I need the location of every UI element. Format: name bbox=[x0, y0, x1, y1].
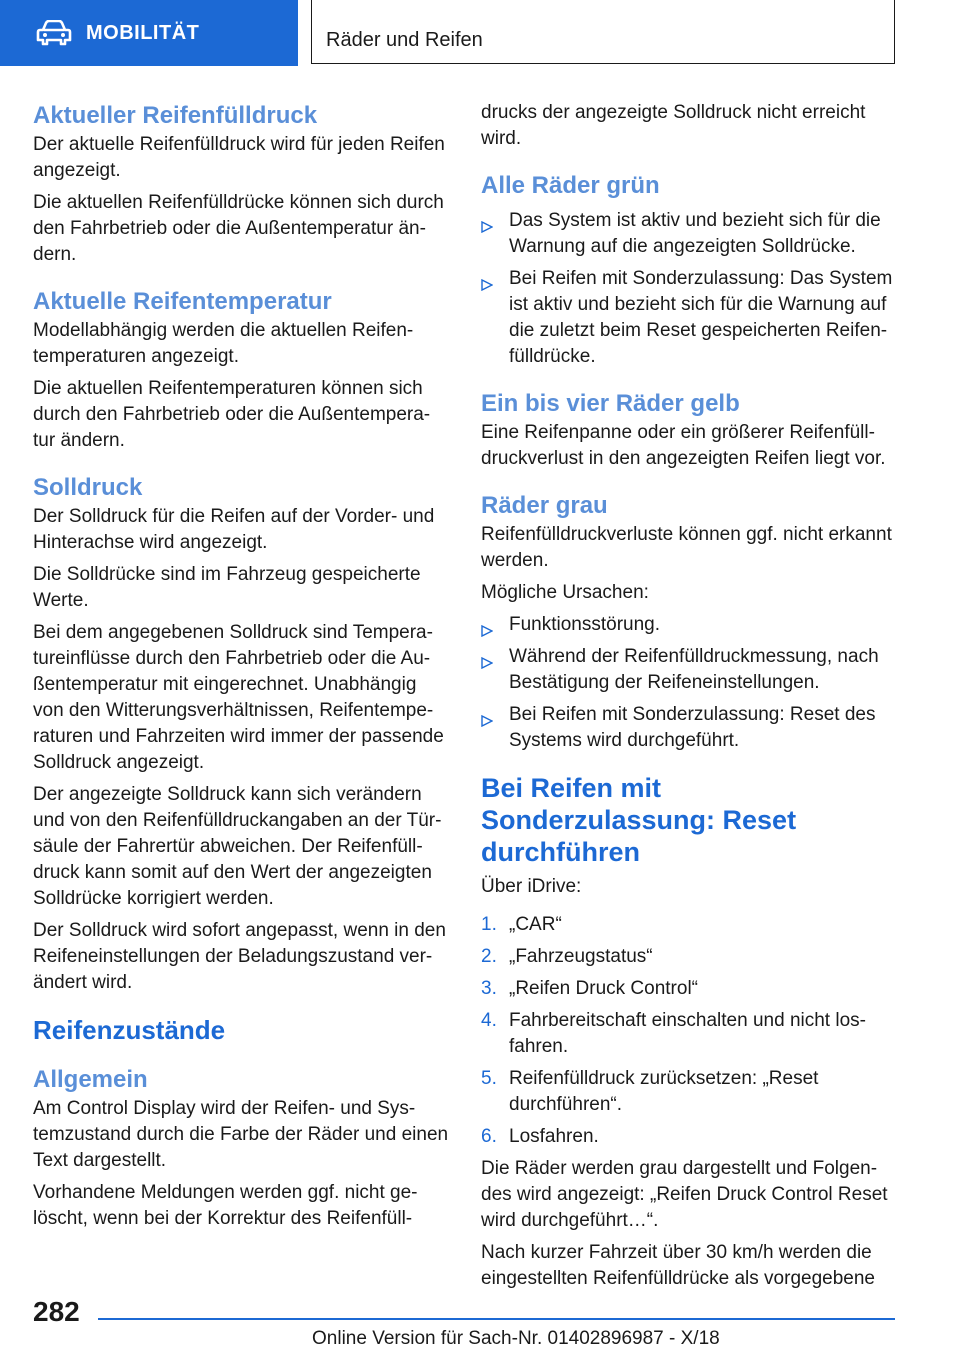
paragraph: drucks der angezeigte Solldruck nicht erreicht wird. bbox=[481, 102, 866, 149]
paragraph: Der aktuelle Reifenfülldruck wird für jeden Reifen angezeigt. bbox=[33, 134, 445, 181]
list-grau bbox=[481, 612, 899, 754]
paragraph: Der Solldruck wird sofort angepasst, wenn in den Reifeneinstellungen der Beladungszustand ver-ändert wird. bbox=[33, 920, 446, 993]
step-item: 1. „CAR“ bbox=[481, 914, 562, 935]
footer-text: Online Version für Sach-Nr. 01402896987 - X/18 bbox=[312, 1328, 720, 1349]
paragraph: Der angezeigte Solldruck kann sich verändern und von den Reifenfülldruckangaben an der Tür-säule der Fahrertür abweichen. Der Reifenfüll-druck kann somit auf den Wert der angezeigten Solldrücke korrigiert werden. bbox=[33, 784, 442, 909]
triangle-bullet-icon bbox=[481, 651, 493, 663]
paragraph: Nach kurzer Fahrzeit über 30 km/h werden die eingestellten Reifenfülldrücke als vorgegebene bbox=[481, 1242, 875, 1289]
paragraph: Am Control Display wird der Reifen- und Sys-temzustand durch die Farbe der Räder und einen Text dargestellt. bbox=[33, 1098, 449, 1171]
heading-reifenzustaende: Reifenzustände bbox=[33, 1015, 226, 1045]
step-item: 2. „Fahrzeugstatus“ bbox=[481, 946, 653, 967]
steps-list bbox=[481, 912, 899, 1150]
heading-raeder-grau: Räder grau bbox=[481, 492, 608, 519]
heading-aktuelle-reifentemperatur: Aktuelle Reifentemperatur bbox=[33, 288, 332, 315]
paragraph: Die aktuellen Reifentemperaturen können sich durch den Fahrbetrieb oder die Außentempera-tur ändern. bbox=[33, 378, 431, 451]
paragraph: Die aktuellen Reifenfülldrücke können sich durch den Fahrbetrieb oder die Außentemperatur än-dern. bbox=[33, 192, 444, 265]
list-item: Während der Reifenfülldruckmessung, nach Bestätigung der Reifeneinstellungen. bbox=[481, 644, 899, 696]
step-item: 3. „Reifen Druck Control“ bbox=[481, 978, 698, 999]
page-number: 282 bbox=[33, 1296, 80, 1327]
paragraph: Über iDrive: bbox=[481, 876, 582, 897]
heading-aktueller-reifenfuelldruck: Aktueller Reifenfülldruck bbox=[33, 102, 318, 129]
list-gruen bbox=[481, 208, 899, 370]
paragraph: Eine Reifenpanne oder ein größerer Reifenfüll-druckverlust in den angezeigten Reifen liegt vor. bbox=[481, 422, 886, 469]
paragraph: Modellabhängig werden die aktuellen Reifen-temperaturen angezeigt. bbox=[33, 320, 414, 367]
paragraph: Bei dem angegebenen Solldruck sind Tempera-tureinflüsse durch den Fahrbetrieb oder die Au-ßentemperatur mit eingerechnet. Unabhängig von den Witterungsverhältnissen, Reifentempe-raturen und Fahrzeiten wird immer der passende Solldruck angezeigt. bbox=[33, 622, 444, 773]
triangle-bullet-icon bbox=[481, 273, 493, 285]
section-label: MOBILITÄT bbox=[86, 21, 200, 44]
heading-reset-durchfuehren: Bei Reifen mit Sonderzulassung: Reset durchführen bbox=[481, 773, 797, 867]
section-tab[interactable] bbox=[0, 0, 298, 66]
triangle-bullet-icon bbox=[481, 709, 493, 721]
step-item: 6. Losfahren. bbox=[481, 1126, 599, 1147]
car-icon bbox=[36, 18, 72, 48]
heading-solldruck: Solldruck bbox=[33, 474, 143, 501]
heading-alle-raeder-gruen: Alle Räder grün bbox=[481, 172, 660, 199]
triangle-bullet-icon bbox=[481, 215, 493, 227]
right-column bbox=[481, 100, 899, 1292]
chapter-tab[interactable] bbox=[311, 0, 895, 64]
list-item: Funktionsstörung. bbox=[481, 612, 899, 638]
paragraph: Die Räder werden grau dargestellt und Folgen-des wird angezeigt: „Reifen Druck Control Reset wird durchgeführt…“. bbox=[481, 1158, 888, 1231]
heading-ein-bis-vier-raeder-gelb: Ein bis vier Räder gelb bbox=[481, 390, 740, 417]
heading-allgemein: Allgemein bbox=[33, 1066, 148, 1093]
list-item: Bei Reifen mit Sonderzulassung: Reset des Systems wird durchgeführt. bbox=[481, 702, 899, 754]
paragraph: Reifenfülldruckverluste können ggf. nicht erkannt werden. bbox=[481, 524, 892, 571]
step-item: 4. Fahrbereitschaft einschalten und nicht los-fahren. bbox=[481, 1010, 866, 1057]
paragraph: Der Solldruck für die Reifen auf der Vorder- und Hinterachse wird angezeigt. bbox=[33, 506, 435, 553]
list-item: Bei Reifen mit Sonderzulassung: Das System ist aktiv und bezieht sich für die Warnung auf die zuletzt beim Reset gespeicherten Reifen-fülldrücke. bbox=[481, 266, 899, 370]
footer-divider bbox=[98, 1318, 895, 1320]
triangle-bullet-icon bbox=[481, 619, 493, 631]
chapter-label: Räder und Reifen bbox=[326, 29, 483, 51]
left-column bbox=[33, 100, 451, 1232]
paragraph: Mögliche Ursachen: bbox=[481, 582, 649, 603]
list-item: Das System ist aktiv und bezieht sich für die Warnung auf die angezeigten Solldrücke. bbox=[481, 208, 899, 260]
paragraph: Vorhandene Meldungen werden ggf. nicht ge-löscht, wenn bei der Korrektur des Reifenfüll- bbox=[33, 1182, 418, 1229]
page-header bbox=[0, 0, 960, 66]
paragraph: Die Solldrücke sind im Fahrzeug gespeicherte Werte. bbox=[33, 564, 421, 611]
step-item: 5. Reifenfülldruck zurücksetzen: „Reset durchführen“. bbox=[481, 1068, 819, 1115]
